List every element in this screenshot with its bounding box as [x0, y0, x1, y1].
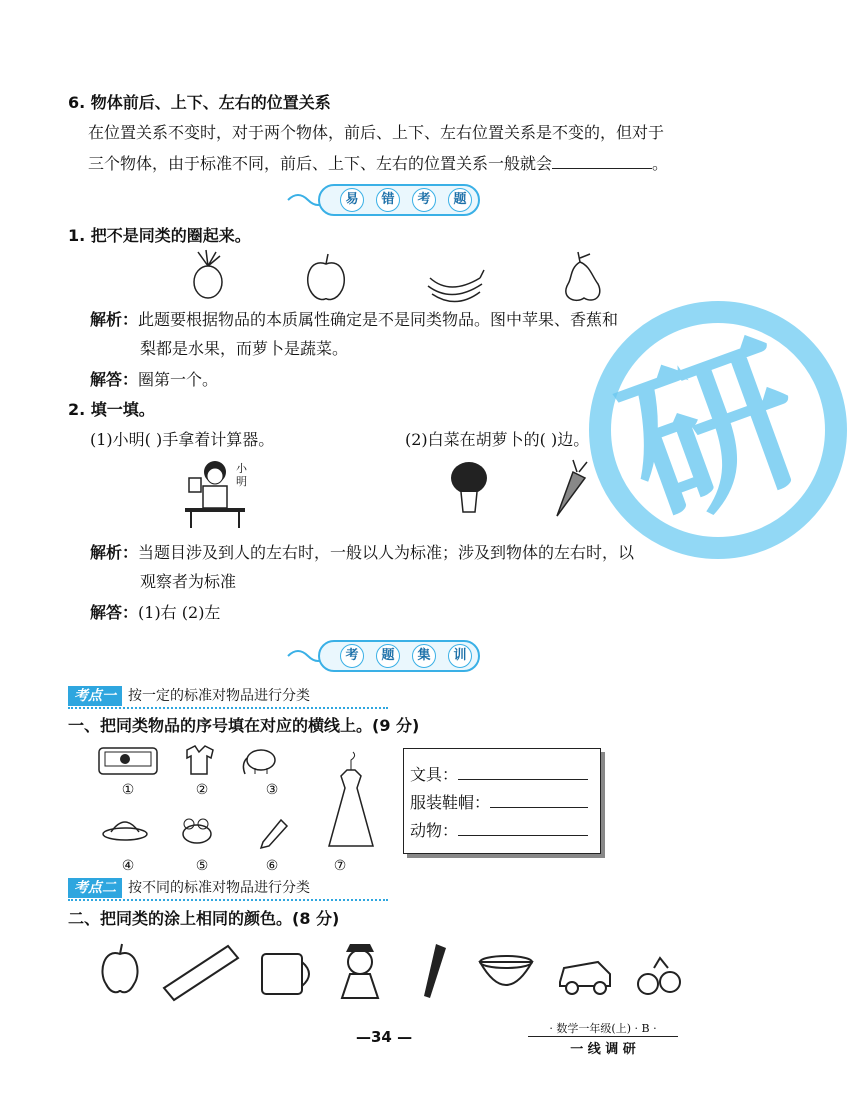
- banner-char: 题: [376, 644, 400, 668]
- answer-label: 解答：: [90, 603, 139, 622]
- page-number: —34 —: [356, 1028, 413, 1046]
- banner-char: 题: [448, 188, 472, 212]
- watermark-text: 研: [600, 313, 828, 558]
- clothing-blank[interactable]: [490, 789, 588, 808]
- elephant-icon: [243, 750, 275, 774]
- mouse-icon: [183, 819, 211, 843]
- banner-char: 考: [340, 644, 364, 668]
- q1-answer-text: 圈第一个。: [138, 370, 219, 389]
- item-number: ②: [195, 782, 209, 798]
- banner-kaoti: [288, 640, 480, 670]
- hat-icon: [103, 822, 147, 840]
- banner-yicuo: [288, 184, 480, 214]
- dress-icon: [329, 752, 373, 846]
- banner-char: 错: [376, 188, 400, 212]
- section6-line1: 在位置关系不变时，对于两个物体，前后、上下、左右位置关系是不变的，但对于: [88, 123, 665, 142]
- item-number: ⑤: [195, 858, 209, 874]
- item-number: ③: [265, 782, 279, 798]
- answer-box: [403, 748, 601, 854]
- doll-icon: [342, 944, 378, 998]
- q1-analysis: [90, 307, 618, 333]
- series-name: 一 线 调 研: [570, 1042, 636, 1057]
- q2-part1: (1)小明( )手拿着计算器。: [90, 430, 275, 449]
- q2-title: 2. 填一填。: [68, 400, 155, 419]
- shirt-icon: [187, 746, 213, 774]
- banner-char: 易: [340, 188, 364, 212]
- answer-label: 解答：: [90, 370, 139, 389]
- answer-row-clothing: [410, 789, 588, 816]
- point1-tag: [68, 686, 388, 706]
- row-label: 服装鞋帽：: [410, 793, 491, 812]
- row-label: 动物：: [410, 821, 459, 840]
- carrot-icon: [557, 460, 587, 516]
- analysis-label: 解析：: [90, 310, 139, 329]
- point-label: 考点二: [68, 878, 122, 898]
- toy-car-icon: [560, 962, 610, 994]
- point2-tag: [68, 878, 388, 898]
- cabbage-icon: [451, 462, 487, 512]
- item-number: ⑦: [333, 858, 347, 874]
- radish-icon: [194, 250, 222, 298]
- q1-title: 1. 把不是同类的圈起来。: [68, 226, 251, 245]
- section6-line2: 三个物体，由于标准不同，前后、上下、左右的位置关系一般就会 。: [88, 150, 668, 177]
- q1-answer: [90, 367, 218, 393]
- banana-icon: [428, 270, 484, 302]
- bowl-icon: [480, 956, 532, 985]
- banner-char: 考: [412, 188, 436, 212]
- banner-char: 集: [412, 644, 436, 668]
- pear-icon: [566, 252, 600, 300]
- q2-analysis: [90, 540, 634, 566]
- q2-answer-text: (1)右 (2)左: [138, 603, 221, 622]
- q2-answer: [90, 600, 220, 626]
- q2-vegetables: [445, 458, 605, 518]
- q1-analysis-text-2: 梨都是水果，而萝卜是蔬菜。: [140, 339, 349, 358]
- q2-analysis-text-1: 当题目涉及到人的左右时，一般以人为标准；涉及到物体的左右时，以: [138, 543, 635, 562]
- pencil-case-icon: [99, 748, 157, 774]
- watermark: [588, 300, 848, 560]
- section6-line2-text: 三个物体，由于标准不同，前后、上下、左右的位置关系一般就会: [88, 154, 553, 173]
- xiaoming-label: 小明: [236, 462, 247, 488]
- point2-items: [98, 938, 698, 1008]
- item-number: ⑥: [265, 858, 279, 874]
- apple-icon: [102, 944, 137, 992]
- item-number: ①: [121, 782, 135, 798]
- ruler-icon: [164, 946, 238, 1000]
- q1-analysis-text-1: 此题要根据物品的本质属性确定是不是同类物品。图中苹果、香蕉和: [138, 310, 619, 329]
- point1-text: 按一定的标准对物品进行分类: [128, 688, 310, 704]
- pencil-icon: [261, 820, 287, 848]
- answer-blank[interactable]: [552, 150, 652, 169]
- apple-icon: [308, 254, 345, 300]
- analysis-label: 解析：: [90, 543, 139, 562]
- section6-title: 6. 物体前后、上下、左右的位置关系: [68, 93, 331, 112]
- q1-pictures: [180, 248, 740, 308]
- fruits-icon: [638, 958, 680, 994]
- q2-part2: (2)白菜在胡萝卜的( )边。: [405, 430, 590, 449]
- q2-analysis-text-2: 观察者为标准: [140, 572, 237, 591]
- pen-icon: [424, 944, 446, 998]
- point1-items: [95, 742, 395, 862]
- book-info: · 数学一年级(上) · B ·: [549, 1022, 657, 1035]
- point1-question: 一、把同类物品的序号填在对应的横线上。(9 分): [68, 716, 420, 735]
- item-number: ④: [121, 858, 135, 874]
- point2-question: 二、把同类的涂上相同的颜色。(8 分): [68, 909, 340, 928]
- point-label: 考点一: [68, 686, 122, 706]
- point2-text: 按不同的标准对物品进行分类: [128, 880, 310, 896]
- banner-char: 训: [448, 644, 472, 668]
- stationery-blank[interactable]: [458, 761, 588, 780]
- answer-row-animals: [410, 817, 588, 844]
- answer-row-stationery: [410, 761, 588, 788]
- animals-blank[interactable]: [458, 817, 588, 836]
- mug-icon: [262, 954, 309, 994]
- row-label: 文具：: [410, 765, 459, 784]
- calculator-icon: [189, 478, 201, 492]
